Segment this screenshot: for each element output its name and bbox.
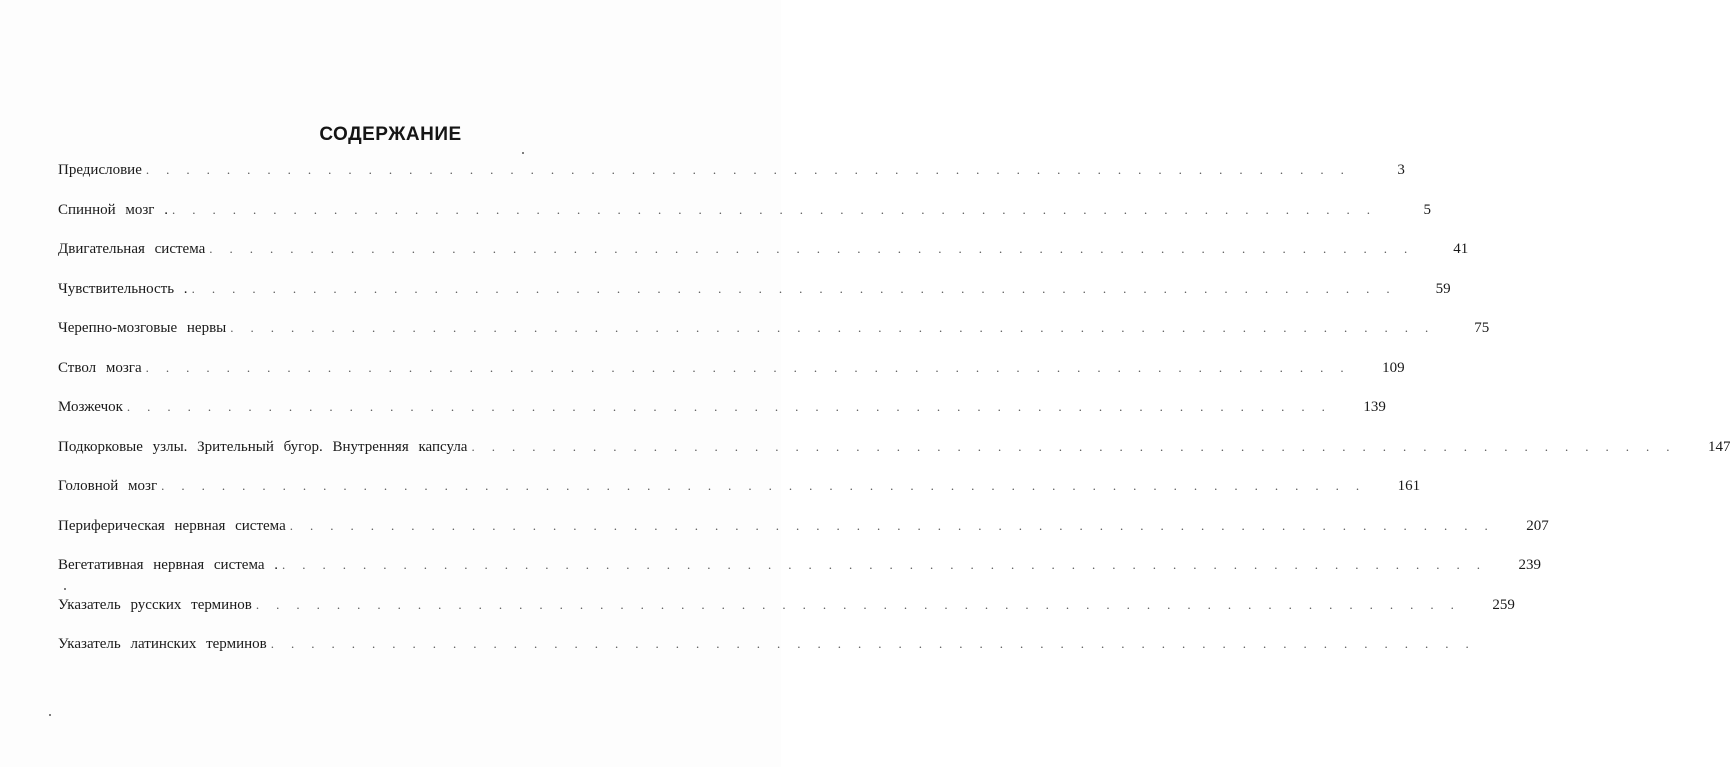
toc-entry-page: 239: [1518, 557, 1541, 573]
toc-entry-page: 139: [1363, 399, 1386, 415]
toc-entry-label: Черепно-мозговые нервы: [58, 320, 227, 336]
toc-entry-label: Указатель латинских терминов: [58, 636, 267, 652]
toc-entry-label: Чувствительность .: [58, 280, 188, 297]
table-of-contents: [58, 162, 1730, 676]
toc-entry-page: 259: [1492, 596, 1515, 613]
toc-entry: [58, 399, 1386, 439]
toc-entry: [58, 201, 1431, 242]
scan-speck: [64, 588, 66, 590]
toc-entry-page: 207: [1526, 517, 1549, 534]
toc-entry-label: Головной мозг: [58, 478, 158, 494]
toc-entry-page: 147: [1707, 438, 1730, 455]
toc-entry: [58, 478, 1421, 518]
toc-entry: [58, 241, 1469, 281]
toc-entry-page: 5: [1423, 201, 1431, 218]
toc-entry: [58, 557, 1541, 597]
toc-entry: [58, 280, 1451, 321]
dot-leader: ............................................................: [230, 320, 1446, 335]
toc-entry-page: 161: [1397, 478, 1421, 494]
toc-entry-label: Предисловие: [58, 162, 142, 178]
dot-leader: ............................................................: [471, 438, 1687, 454]
dot-leader: ............................................................: [161, 478, 1377, 493]
toc-entry-label: Указатель русских терминов: [58, 596, 252, 613]
toc-entry-page: 109: [1382, 359, 1405, 376]
toc-entry-label: Двигательная система: [58, 241, 206, 257]
toc-entry-page: 75: [1474, 320, 1490, 336]
toc-entry: [58, 517, 1549, 558]
toc-entry: [58, 320, 1490, 360]
toc-entry-page: 41: [1453, 241, 1469, 257]
toc-entry: [58, 636, 1486, 676]
dot-leader: ............................................................: [209, 241, 1425, 256]
dot-leader: ............................................................: [282, 557, 1497, 572]
toc-entry-label: Спинной мозг .: [58, 201, 168, 218]
dot-leader: ............................................................: [255, 596, 1471, 612]
toc-entry: [58, 438, 1730, 479]
toc-entry-label: Периферическая нервная система: [58, 517, 286, 534]
toc-entry-label: Вегетативная нервная система .: [58, 557, 278, 573]
toc-entry: [58, 596, 1515, 637]
dot-leader: ............................................................: [289, 517, 1505, 533]
dot-leader: ............................................................: [191, 280, 1407, 296]
dot-leader: ............................................................: [270, 636, 1486, 651]
toc-entry: [58, 162, 1405, 202]
scan-speck: [522, 152, 524, 154]
toc-entry-label: Ствол мозга: [58, 359, 142, 376]
toc-entry-page: 59: [1435, 280, 1451, 297]
page-title: СОДЕРЖАНИЕ: [319, 124, 462, 145]
dot-leader: ............................................................: [145, 359, 1361, 375]
toc-entry-label: Мозжечок: [58, 399, 123, 415]
scan-speck: [49, 714, 51, 716]
toc-entry-page: 3: [1397, 162, 1405, 178]
toc-entry-label: Подкорковые узлы. Зрительный бугор. Внутренняя капсула: [58, 438, 468, 455]
dot-leader: ............................................................: [145, 162, 1361, 177]
dot-leader: ............................................................: [126, 399, 1342, 414]
dot-leader: ............................................................: [171, 201, 1387, 217]
toc-entry: [58, 359, 1405, 400]
